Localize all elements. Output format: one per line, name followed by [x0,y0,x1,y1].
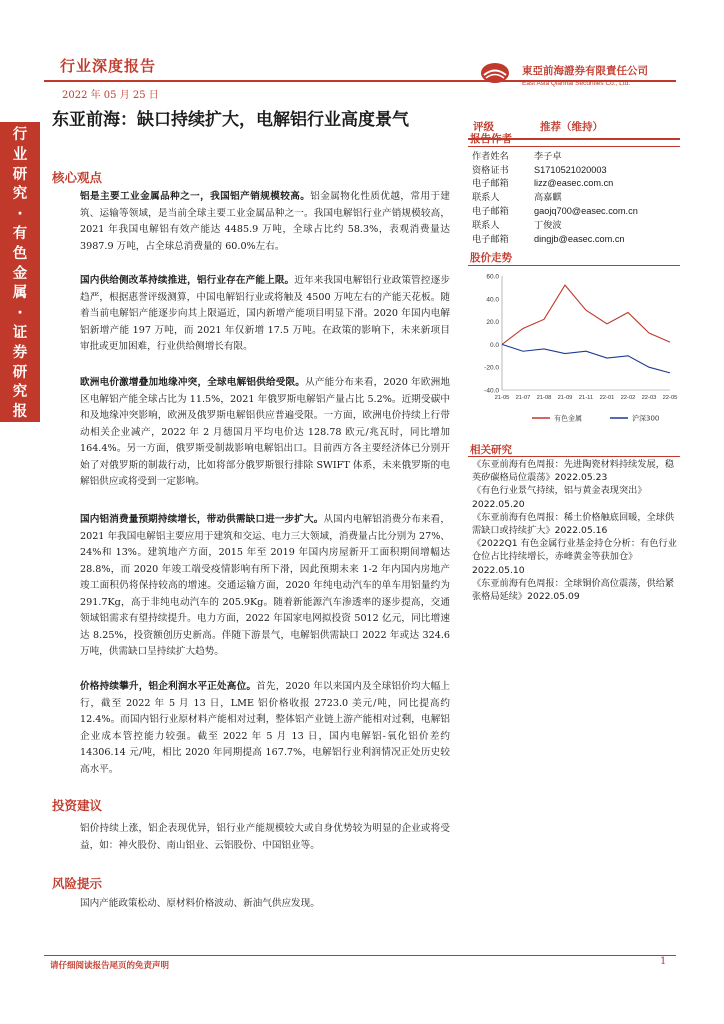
core-lead-3: 欧洲电价激增叠加地缘冲突，全球电解铝供给受限。 [80,377,306,388]
core-body-3: 从产能分布来看，2020 年欧洲地区电解铝产能全球占比为 11.5%，2021 年俄罗斯电解铝产量占比 5.2%。近期受碳中和及地缘冲突影响，欧洲及俄罗斯电解铝供应普遍受限。一方面，欧洲电价持续上行带动相关企业减产，2022 年 2 月德国月平均电价达 128.78 欧元/兆瓦时，同比增加 164.4%。另一方面，俄罗斯受制裁影响电解铝出口。目前西方各主要经济体已分别开始了对俄罗斯的制裁行动，比如将部分俄罗斯银行排除 SWIFT 体系，未来俄罗斯的电解铝供应或将受到一定影响。 [80,377,450,487]
core-lead-1: 铝是主要工业金属品种之一，我国铝产销规模较高。 [80,191,311,202]
risk-heading: 风险提示 [52,876,103,891]
risk-text: 国内产能政策松动、原材料价格波动、新油气供应发现。 [80,898,320,909]
x-tick-label: 22-05 [662,395,678,401]
x-tick-label: 22-03 [641,395,657,401]
report-title: 东亚前海：缺口持续扩大，电解铝行业高度景气 [52,110,409,130]
report-type: 行业深度报告 [60,57,157,75]
disclaimer-link[interactable]: 请仔细阅读报告尾页的免责声明 [50,961,170,971]
x-tick-label: 21-07 [515,395,531,401]
core-paragraph-2 [80,273,450,356]
core-paragraph-3 [80,375,450,491]
related-item[interactable]: 《有色行业景气持续，铝与黄金表现突出》2022.05.20 [472,485,647,510]
core-lead-2: 国内供给侧改革持续推进，铝行业存在产能上限。 [80,275,295,286]
page-number: 1 [660,956,667,967]
author-row: 资格证书 S1710521020003 [472,165,607,176]
author-row: 作者姓名 李子卓 [472,151,562,162]
legend-label: 沪深300 [632,414,660,423]
related-heading: 相关研究 [470,444,512,456]
x-tick-label: 21-05 [494,395,510,401]
related-item[interactable]: 《东亚前海有色周报：全球铜价高位震荡，供给紧张格局延续》2022.05.09 [472,577,675,603]
x-tick-label: 22-01 [599,395,615,401]
related-item[interactable]: 《2022Q1 有色金属行业基金持仓分析：有色行业仓位占比持续增长，赤峰黄金等获加仓》2022.05.10 [472,538,677,576]
core-paragraph-1 [80,189,450,255]
core-lead-4: 国内铝消费量预期持续增长，带动供需缺口进一步扩大。 [80,514,324,525]
footer-divider [44,955,676,956]
author-row: 联系人 丁俊波 [472,220,562,231]
company-name-en: East Asia Qianhai Securities Co., Ltd. [522,80,631,87]
x-tick-label: 22-02 [620,395,636,401]
side-label: 行业研究·有色金属·证券研究报告 [12,127,28,440]
y-tick-label: 0.0 [489,341,499,349]
author-row: 电子邮箱 lizz@easec.com.cn [472,178,614,189]
series-line-2 [502,344,670,373]
core-lead-5: 价格持续攀升，铝企利润水平正处高位。 [80,681,257,692]
x-tick-label: 21-11 [578,395,594,401]
author-row: 电子邮箱 gaojq700@easec.com.cn [472,206,638,217]
rating-label: 评级 [473,121,494,133]
y-tick-label: 60.0 [486,273,499,281]
core-body-1: 铝金属物化性质优越，常用于建筑、运输等领域，是当前全球主要工业金属品种之一。我国电解铝行业产销规模较高，2021 年我国电解铝有效产能达 4485.9 万吨，全球占比约 58.3%，表观消费量达 3987.9 万吨，占全球总消费量的 60.0%左右。 [80,191,451,252]
related-research-list [472,458,678,603]
company-logo-icon [480,62,510,84]
related-item[interactable]: 《东亚前海有色周报：先进陶瓷材料持续发展，稳英矽碳格局位震荡》2022.05.23 [472,459,675,484]
series-line-1 [502,285,670,344]
core-paragraph-4 [80,512,450,661]
author-row: 联系人 高嘉麒 [472,192,562,203]
price-trend-chart [470,268,678,428]
authors-heading: 报告作者 [470,133,512,145]
y-tick-label: -40.0 [484,387,499,395]
invest-heading: 投资建议 [52,798,103,813]
core-heading: 核心观点 [52,170,103,185]
legend-label: 有色金属 [554,414,582,423]
core-body-5: 首先，2020 年以来国内及全球铝价均大幅上行，截至 2022 年 5 月 13 日，LME 铝价格收报 2723.0 美元/吨，同比提高约 12.4%。而国内铝行业原材料产能相对过剩，整体铝产业链上游产能相对过剩，电解铝企业成本管控能力较强。截至 2022 年 5 月 13 日，国内电解铝-氧化铝价差约 14306.14 元/吨，相比 2020 年同期提高 167.7%，电解铝行业利润情况正处历史较高水平。 [80,681,451,775]
price-trend-divider [468,265,680,266]
y-tick-label: 40.0 [486,296,499,304]
invest-text: 铝价持续上涨，铝企表现优异，铝行业产能规模较大或自身优势较为明显的企业或将受益，如：神火股份、南山铝业、云铝股份、中国铝业等。 [80,823,450,851]
core-body-4: 从国内电解铝消费分布来看，2021 年我国电解铝主要应用于建筑和交运、电力三大领域，消费量占比分别为 27%、24%和 13%。建筑地产方面，2015 年至 2019 年国内房屋新开工面积期间增幅达 28.8%，而 2020 年竣工端受疫情影响有所下滑，因此预期未来 1-2 年内国内房地产竣工面积仍将保持较高的增速。交通运输方面，2020 年纯电动汽车的单车用铝量约为 291.7Kg，高于非纯电动汽车的 205.9Kg。随着新能源汽车渗透率的逐步提高，交通领域铝需求有望持续提升。电力方面，2022 年国家电网拟投资 5012 亿元，同比增速达 8.25%，投资额创历史新高。伴随下游景气，电解铝供需缺口 2022 年或达 324.6 万吨，供需缺口呈持续扩大趋势。 [80,514,451,657]
related-divider [468,456,680,457]
core-paragraph-5 [80,679,450,778]
x-tick-label: 21-09 [557,395,573,401]
x-tick-label: 21-08 [536,395,552,401]
y-tick-label: 20.0 [486,319,499,327]
company-name-cn: 東亞前海證券有限責任公司 [522,65,648,77]
y-tick-label: -20.0 [484,364,499,372]
authors-divider [468,146,680,147]
related-item[interactable]: 《东亚前海有色周报：稀土价格触底回暖，全球供需缺口或持续扩大》2022.05.16 [472,511,675,537]
report-date: 2022 年 05 月 25 日 [62,90,159,101]
rating-value: 推荐（维持） [540,121,603,133]
core-body-2: 近年来我国电解铝行业政策管控逐步趋严，根据惠誉评级测算，中国电解铝行业或将触及 4500 万吨左右的产能天花板。随着当前电解铝产能逐步向其上限逼近，国内新增产能项目明显下滑。2020 年国内电解铝新增产能 197 万吨，而 2021 年仅新增 17.5 万吨。在政策的影响下，未来新项目审批或更加困难，行业供给侧增长有限。 [80,275,451,352]
author-row: 电子邮箱 dingjb@easec.com.cn [472,234,625,245]
price-trend-heading: 股价走势 [470,252,512,264]
